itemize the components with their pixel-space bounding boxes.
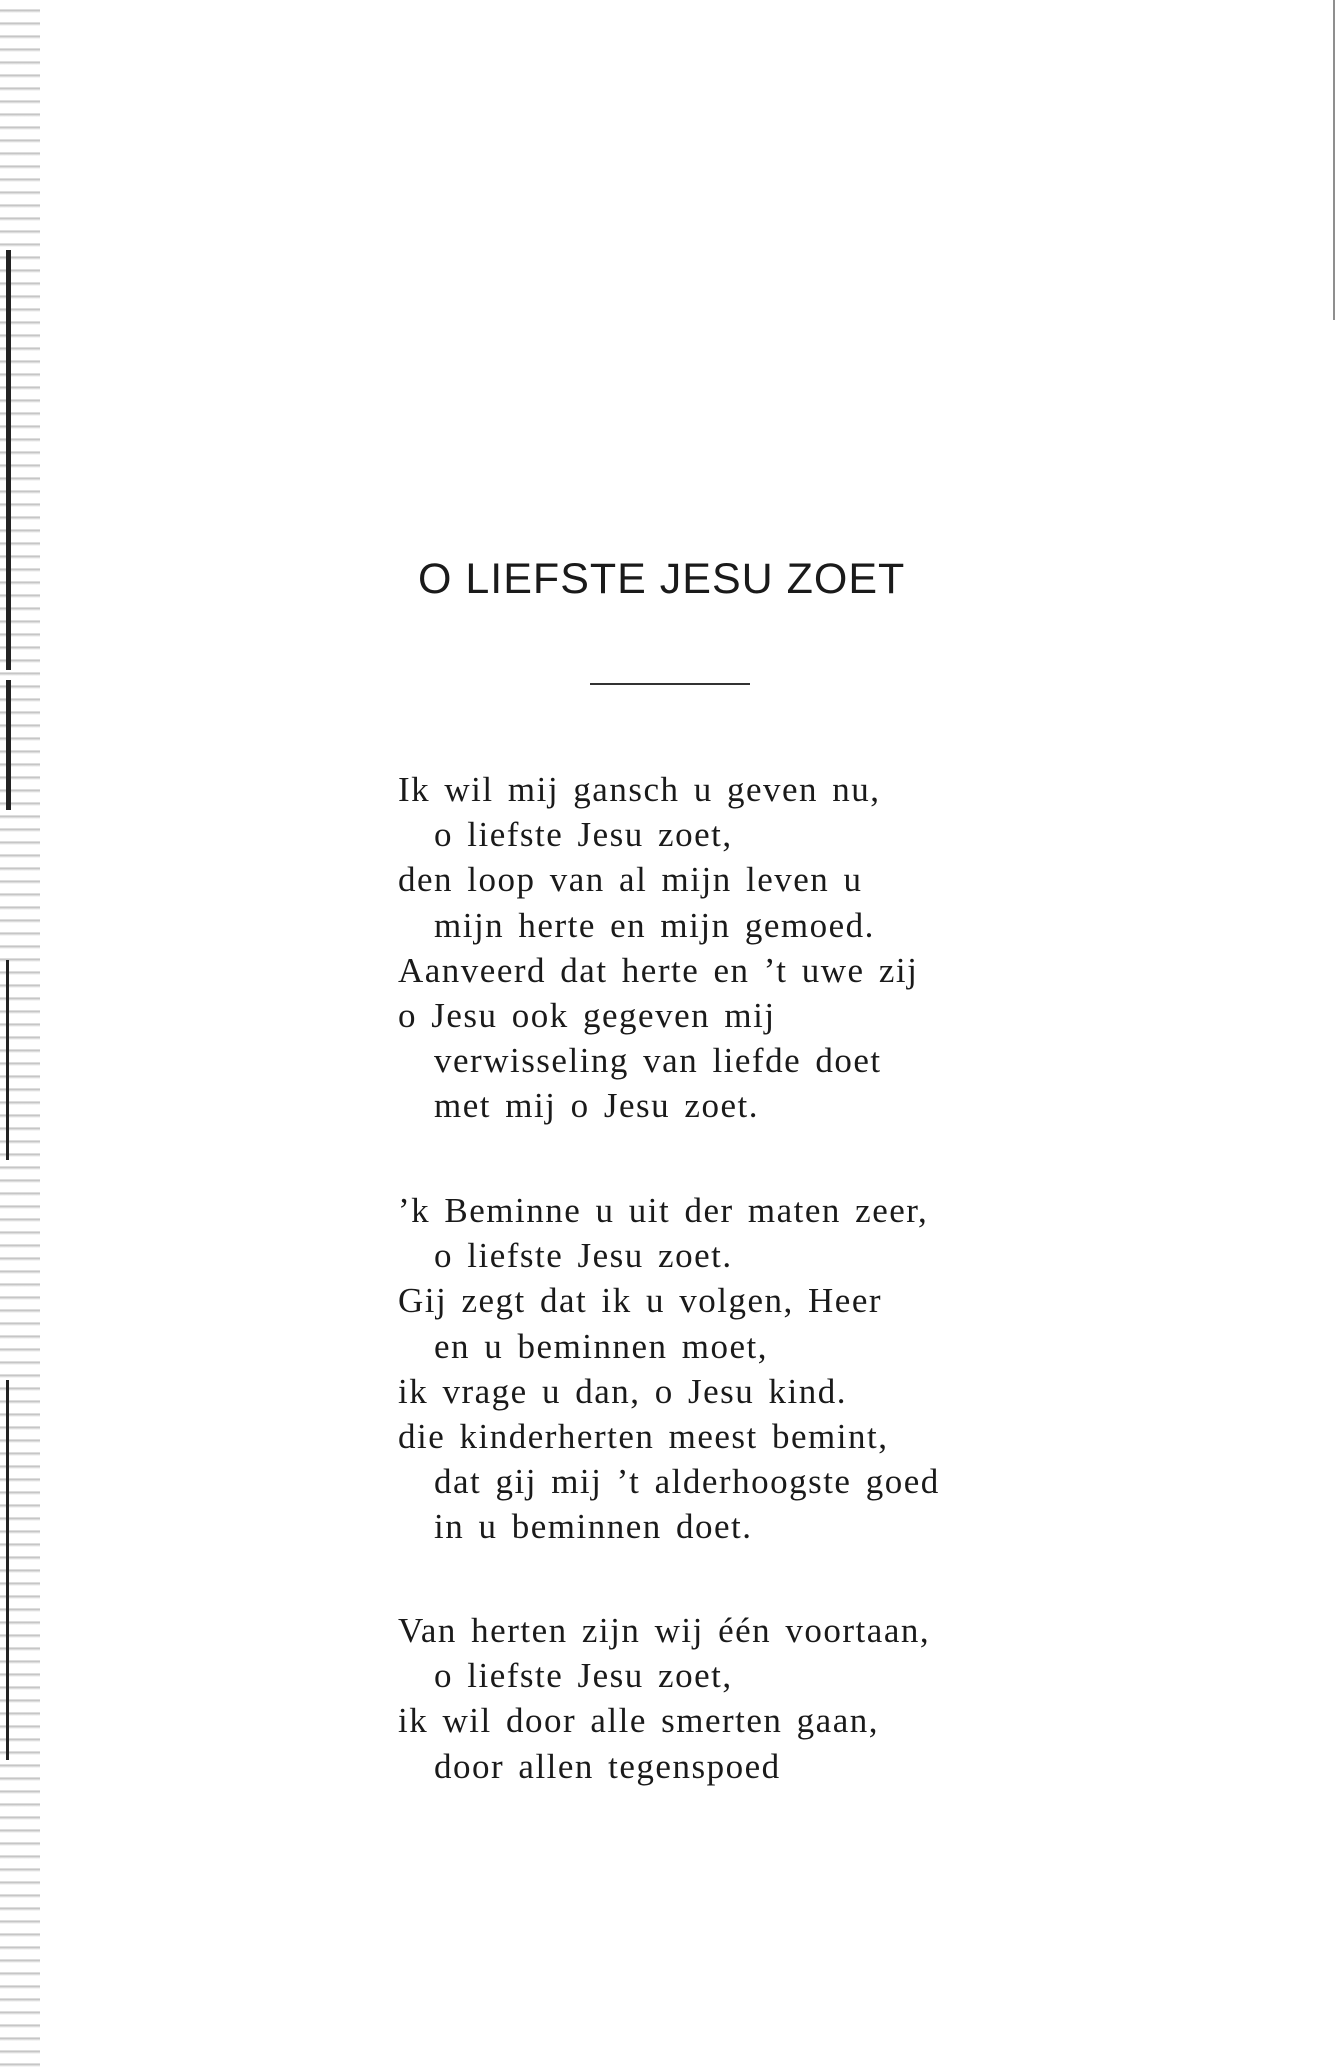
poem-line: en u beminnen moet,	[434, 1326, 769, 1366]
poem-line: o liefste Jesu zoet.	[434, 1236, 733, 1276]
poem-line: die kinderherten meest bemint,	[398, 1417, 889, 1457]
stanza-1	[398, 767, 918, 1129]
poem-line: verwisseling van liefde doet	[434, 1041, 882, 1081]
poem-line: o liefste Jesu zoet,	[434, 1656, 733, 1696]
poem-line: Ik wil mij gansch u geven nu,	[398, 770, 881, 809]
stanza-3	[398, 1608, 930, 1789]
poem-line: Aanveerd dat herte en ’t uwe zij	[398, 950, 919, 990]
scanned-page-edge	[0, 0, 40, 2071]
title-divider	[590, 683, 750, 685]
poem-line: mijn herte en mijn gemoed.	[434, 905, 875, 945]
binding-shadow	[6, 250, 11, 670]
poem-line: in u beminnen doet.	[434, 1507, 753, 1547]
scanned-page-right-edge	[1333, 0, 1339, 320]
poem-line: den loop van al mijn leven u	[398, 860, 863, 900]
binding-shadow	[6, 680, 11, 810]
poem-line: ik vrage u dan, o Jesu kind.	[398, 1371, 847, 1411]
poem-line: ik wil door alle smerten gaan,	[398, 1701, 879, 1741]
poem-line: Gij zegt dat ik u volgen, Heer	[398, 1281, 883, 1321]
poem-title: O LIEFSTE JESU ZOET	[418, 555, 906, 603]
poem-line: o liefste Jesu zoet,	[434, 815, 733, 855]
poem-line: door allen tegenspoed	[434, 1746, 781, 1786]
poem-line: Van herten zijn wij één voortaan,	[398, 1611, 931, 1650]
poem-line: ’k Beminne u uit der maten zeer,	[398, 1191, 929, 1230]
poem-line: dat gij mij ’t alderhoogste goed	[434, 1462, 940, 1502]
binding-shadow	[6, 1380, 9, 1760]
binding-shadow	[6, 960, 9, 1160]
stanza-2	[398, 1188, 940, 1550]
poem-line: met mij o Jesu zoet.	[434, 1086, 759, 1126]
poem-line: o Jesu ook gegeven mij	[398, 996, 776, 1036]
